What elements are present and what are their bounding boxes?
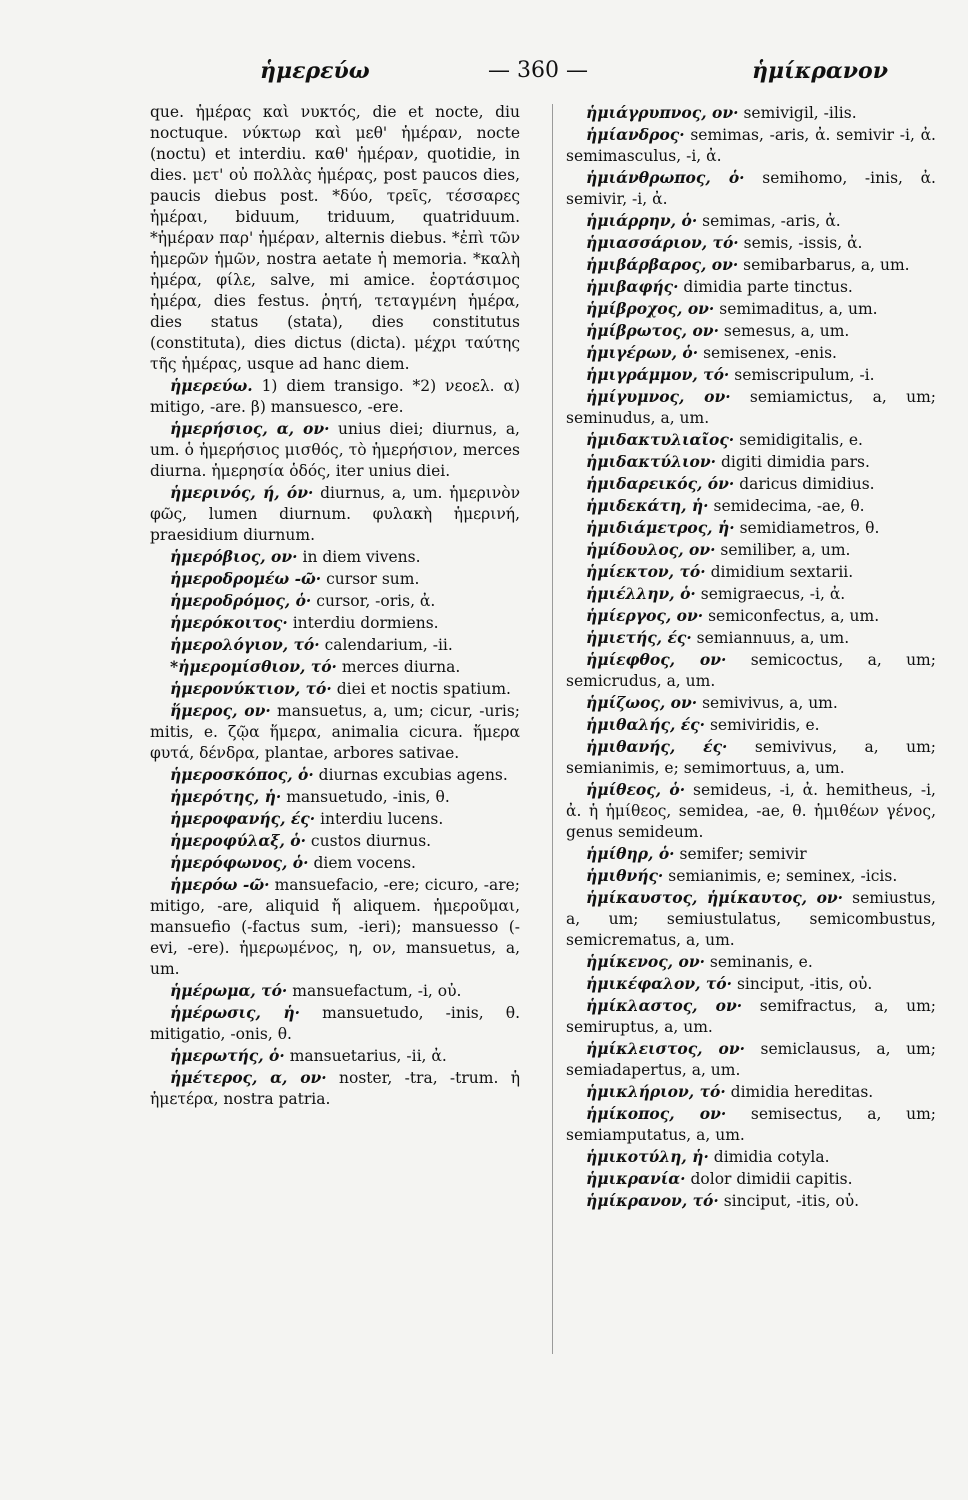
- dictionary-entry: [566, 254, 936, 276]
- dictionary-entry: [566, 627, 936, 649]
- entry-definition: diurnus, a, um. ἡμερινὸν φῶς, lumen diurnum. φυλακὴ ἡμερινή, praesidium diurnum.: [150, 484, 520, 544]
- entry-headword: ἡμίανδρος·: [586, 125, 685, 144]
- entry-headword: ἡμιγράμμον, τό·: [586, 365, 730, 384]
- entry-headword: ἡμίεφθος, ον·: [586, 650, 727, 669]
- entry-headword: ἡμιετής, ές·: [586, 628, 692, 647]
- entry-definition: semimas, -aris, ἀ.: [702, 212, 841, 230]
- dictionary-entry: [566, 692, 936, 714]
- entry-definition: seminanis, e.: [709, 953, 813, 971]
- entry-definition: semianimis, e; seminex, -icis.: [668, 867, 898, 885]
- dictionary-entry: [566, 865, 936, 887]
- dictionary-entry: [566, 364, 936, 386]
- entry-headword: ἡμικλήριον, τό·: [586, 1082, 726, 1101]
- dictionary-entry: [566, 1103, 936, 1146]
- entry-headword: ἡμικοτύλη, ἡ·: [586, 1147, 709, 1166]
- dictionary-entry: [150, 830, 520, 852]
- entry-headword: ἡμιδεκάτη, ἡ·: [586, 496, 709, 515]
- entry-definition: interdiu dormiens.: [292, 614, 439, 632]
- entry-definition: merces diurna.: [341, 658, 461, 676]
- entry-definition: semiliber, a, um.: [720, 541, 851, 559]
- entry-definition: semiclausus, a, um; semiadapertus, a, um.: [566, 1040, 936, 1079]
- entry-definition: cursor sum.: [326, 570, 420, 588]
- entry-definition: semidigitalis, e.: [739, 431, 863, 449]
- dictionary-entry: [566, 495, 936, 517]
- dictionary-entry: [566, 649, 936, 692]
- entry-definition: semifractus, a, um; semiruptus, a, um.: [566, 997, 937, 1036]
- dictionary-entry: [566, 102, 936, 124]
- entry-headword: ἥμερος, ον·: [170, 701, 271, 720]
- right-column: [566, 102, 936, 1212]
- entry-definition: noster, -tra, -trum. ἡ ἡμετέρα, nostra patria.: [150, 1069, 520, 1108]
- entry-definition: semiscripulum, -i.: [734, 366, 875, 384]
- entry-headword: *ἡμερομίσθιον, τό·: [170, 657, 337, 676]
- entry-definition: semis, -issis, ἀ.: [743, 234, 863, 252]
- entry-headword: ἡμίδουλος, ον·: [586, 540, 716, 559]
- entry-headword: ἡμερόφωνος, ὁ·: [170, 853, 309, 872]
- running-head-right: ἡμίκρανον: [752, 58, 888, 84]
- dictionary-entry: [150, 808, 520, 830]
- entry-headword: ἡμιέλλην, ὁ·: [586, 584, 696, 603]
- entry-definition: mansuefactum, -i, οὐ.: [292, 982, 462, 1000]
- dictionary-entry: [150, 786, 520, 808]
- entry-definition: unius diei; diurnus, a, um. ὁ ἡμερήσιος μισθός, τὸ ἡμερήσιον, merces diurna. ἡμερησία ὁδός, iter unius diei.: [150, 420, 520, 480]
- entry-headword: ἡμίβροχος, ον·: [586, 299, 715, 318]
- entry-headword: ἡμερήσιος, α, ον·: [170, 419, 330, 438]
- dictionary-entry: [566, 779, 936, 843]
- entry-definition: semiustus, a, um; semiustulatus, semicombustus, semicrematus, a, um.: [566, 889, 936, 949]
- entry-headword: ἡμέτερος, α, ον·: [170, 1068, 327, 1087]
- entry-definition: semisenex, -enis.: [703, 344, 837, 362]
- dictionary-entry: [566, 342, 936, 364]
- running-head-left: ἡμερεύω: [260, 58, 370, 84]
- dictionary-entry: [566, 714, 936, 736]
- dictionary-entry: [150, 852, 520, 874]
- entry-definition: interdiu lucens.: [320, 810, 444, 828]
- entry-definition: semiconfectus, a, um.: [708, 607, 880, 625]
- dictionary-entry: [150, 678, 520, 700]
- dictionary-entry: [150, 590, 520, 612]
- entry-headword: ἡμιθαλής, ές·: [586, 715, 706, 734]
- entry-definition: semifer; semivir: [679, 845, 807, 863]
- entry-headword: ἡμιάρρην, ὁ·: [586, 211, 698, 230]
- dictionary-entry: [566, 561, 936, 583]
- entry-headword: ἡμερωτής, ὁ·: [170, 1046, 285, 1065]
- dictionary-entry: [566, 386, 936, 429]
- entry-headword: ἡμιβαφής·: [586, 277, 679, 296]
- dictionary-entry: [150, 375, 520, 418]
- dictionary-entry: [150, 634, 520, 656]
- entry-headword: ἡμιδακτυλιαῖος·: [586, 430, 735, 449]
- entry-definition: mansuetudo, -inis, θ.: [286, 788, 450, 806]
- entry-headword: ἡμιασσάριον, τό·: [586, 233, 739, 252]
- entry-definition: semiannuus, a, um.: [696, 629, 850, 647]
- entry-definition: semicoctus, a, um; semicrudus, a, um.: [566, 651, 936, 690]
- entry-definition: semivivus, a, um.: [702, 694, 838, 712]
- dictionary-entry: [566, 320, 936, 342]
- entry-headword: ἡμίεκτον, τό·: [586, 562, 706, 581]
- entry-headword: ἡμεροφύλαξ, ὁ·: [170, 831, 306, 850]
- entry-headword: ἡμίζωος, ον·: [586, 693, 698, 712]
- entry-headword: ἡμικρανία·: [586, 1169, 686, 1188]
- entry-definition: semisectus, a, um; semiamputatus, a, um.: [566, 1105, 936, 1144]
- entry-definition: semivigil, -ilis.: [743, 104, 857, 122]
- entry-headword: ἡμερινός, ή, όν·: [170, 483, 314, 502]
- entry-headword: ἡμίθεος, ὁ·: [586, 780, 686, 799]
- entry-definition: sinciput, -itis, οὐ.: [723, 1192, 860, 1210]
- dictionary-entry: [150, 980, 520, 1002]
- dictionary-entry: [566, 843, 936, 865]
- entry-headword: ἡμερόβιος, ον·: [170, 547, 298, 566]
- dictionary-entry: [150, 612, 520, 634]
- dictionary-entry: [566, 1146, 936, 1168]
- entry-headword: ἡμίεργος, ον·: [586, 606, 704, 625]
- entry-definition: semimas, -aris, ἀ. semivir -i, ἀ. semimasculus, -i, ἀ.: [566, 126, 936, 165]
- dictionary-entry: [150, 700, 520, 764]
- dictionary-entry: [150, 482, 520, 546]
- dictionary-entry: [566, 124, 936, 167]
- entry-definition: que. ἡμέρας καὶ νυκτός, die et nocte, diu noctuque. νύκτωρ καὶ μεθ' ἡμέραν, nocte (noctu) et interdiu. καθ' ἡμέραν, quotidie, in dies. μετ' οὐ πολλὰς ἡμέρας, post paucos dies, paucis diebus post. *δύο, τρεῖς, τέσσαρες ἡμέραι, biduum, triduum, quatriduum. *ἡμέραν παρ' ἡμέραν, alternis diebus. *ἐπὶ τῶν ἡμερῶν ἡμῶν, nostra aetate ἡ memoria. *καλὴ ἡμέρα, φίλε, salve, mi amice. ἑορτάσιμος ἡμέρα, dies festus. ῥητή, τεταγμένη ἡμέρα, dies status (stata), dies constitutus (constituta), dies dictus (dicta). μέχρι ταύτης τῆς ἡμέρας, usque ad hanc diem.: [150, 103, 520, 373]
- entry-definition: semidiametros, θ.: [739, 519, 880, 537]
- dictionary-entry: [150, 1045, 520, 1067]
- entry-definition: cursor, -oris, ἀ.: [316, 592, 436, 610]
- column-divider: [552, 104, 553, 1354]
- entry-headword: ἡμίθηρ, ὁ·: [586, 844, 675, 863]
- entry-definition: mansuetudo, -inis, θ. mitigatio, -onis, θ.: [150, 1004, 520, 1043]
- entry-definition: semiviridis, e.: [709, 716, 820, 734]
- dictionary-entry: [566, 539, 936, 561]
- entry-headword: ἡμιθανής, ές·: [586, 737, 728, 756]
- entry-definition: digiti dimidia pars.: [720, 453, 870, 471]
- entry-headword: ἡμερότης, ἡ·: [170, 787, 282, 806]
- entry-headword: ἡμέρωμα, τό·: [170, 981, 288, 1000]
- entry-definition: custos diurnus.: [310, 832, 432, 850]
- entry-headword: ἡμίκοπος, ον·: [586, 1104, 727, 1123]
- entry-definition: 1) diem transigo. *2) νεοελ. α) mitigo, -are. β) mansuesco, -ere.: [150, 377, 520, 416]
- dictionary-entry: [566, 1038, 936, 1081]
- entry-headword: ἡμιβάρβαρος, ον·: [586, 255, 739, 274]
- entry-definition: semivivus, a, um; semianimis, e; semimortuus, a, um.: [566, 738, 936, 777]
- left-column: [150, 102, 520, 1110]
- entry-headword: ἡμίγυμνος, ον·: [586, 387, 731, 406]
- entry-headword: ἡμιθνής·: [586, 866, 664, 885]
- entry-headword: ἡμιδιάμετρος, ἡ·: [586, 518, 735, 537]
- entry-headword: ἡμερόκοιτος·: [170, 613, 288, 632]
- dictionary-entry: [566, 517, 936, 539]
- entry-headword: ἡμεροφανής, ές·: [170, 809, 316, 828]
- entry-definition: diem vocens.: [313, 854, 416, 872]
- entry-headword: ἡμεροσκόπος, ὁ·: [170, 765, 314, 784]
- dictionary-entry: [566, 973, 936, 995]
- dictionary-entry: [566, 887, 936, 951]
- dictionary-entry: [150, 656, 520, 678]
- dictionary-entry: [566, 1190, 936, 1212]
- entry-definition: semiamictus, a, um; seminudus, a, um.: [566, 388, 936, 427]
- dictionary-entry: [566, 1081, 936, 1103]
- dictionary-entry: [566, 605, 936, 627]
- entry-headword: ἡμιγέρων, ὁ·: [586, 343, 699, 362]
- entry-definition: dimidia parte tinctus.: [683, 278, 853, 296]
- entry-headword: ἡμιάγρυπνος, ον·: [586, 103, 739, 122]
- dictionary-entry: [150, 1002, 520, 1045]
- entry-headword: ἡμικέφαλον, τό·: [586, 974, 733, 993]
- entry-definition: diei et noctis spatium.: [336, 680, 511, 698]
- entry-definition: dolor dimidii capitis.: [690, 1170, 853, 1188]
- entry-definition: semimaditus, a, um.: [719, 300, 878, 318]
- entry-headword: ἡμερολόγιον, τό·: [170, 635, 320, 654]
- entry-definition: mansuetus, a, um; cicur, -uris; mitis, e. ζῷα ἥμερα, animalia cicura. ἥμερα φυτά, δένδρα, plantae, arbores sativae.: [150, 702, 520, 762]
- dictionary-entry: [150, 546, 520, 568]
- dictionary-entry: [566, 232, 936, 254]
- entry-headword: ἡμίκλειστος, ον·: [586, 1039, 745, 1058]
- entry-headword: ἡμερεύω.: [170, 376, 253, 395]
- entry-definition: diurnas excubias agens.: [318, 766, 508, 784]
- entry-headword: ἡμίβρωτος, ον·: [586, 321, 719, 340]
- entry-definition: semideus, -i, ἀ. hemitheus, -i, ἀ. ἡ ἡμίθεος, semidea, -ae, θ. ἡμιθέων γένος, genus semideum.: [566, 781, 936, 841]
- entry-headword: ἡμίκρανον, τό·: [586, 1191, 719, 1210]
- dictionary-entry: [566, 736, 936, 779]
- page-number: — 360 —: [488, 58, 588, 83]
- dictionary-entry: [566, 473, 936, 495]
- entry-headword: ἡμεροδρομέω -ῶ·: [170, 569, 322, 588]
- dictionary-entry: [566, 995, 936, 1038]
- entry-definition: semibarbarus, a, um.: [743, 256, 910, 274]
- dictionary-entry: [566, 276, 936, 298]
- entry-definition: calendarium, -ii.: [324, 636, 453, 654]
- entry-definition: semidecima, -ae, θ.: [713, 497, 865, 515]
- dictionary-entry: [150, 874, 520, 980]
- dictionary-entry: [566, 210, 936, 232]
- dictionary-entry: [566, 429, 936, 451]
- entry-definition: mansuefacio, -ere; cicuro, -are; mitigo, -are, aliquid ἤ aliquem. ἡμεροῦμαι, mansuefio (-factus sum, -ieri); mansuesso (-evi, -ere). ἡμερωμένος, η, ον, mansuetus, a, um.: [150, 876, 520, 978]
- entry-definition: semihomo, -inis, ἀ. semivir, -i, ἀ.: [566, 169, 936, 208]
- entry-headword: ἡμεροδρόμος, ὁ·: [170, 591, 312, 610]
- entry-definition: sinciput, -itis, οὐ.: [736, 975, 873, 993]
- dictionary-entry: [150, 764, 520, 786]
- entry-headword: ἡμίκλαστος, ον·: [586, 996, 743, 1015]
- entry-definition: dimidia hereditas.: [730, 1083, 874, 1101]
- entry-headword: ἡμέρωσις, ἡ·: [170, 1003, 301, 1022]
- dictionary-entry: [150, 1067, 520, 1110]
- dictionary-entry: [566, 1168, 936, 1190]
- dictionary-entry: [566, 167, 936, 210]
- entry-headword: ἡμίκενος, ον·: [586, 952, 705, 971]
- running-head: [150, 58, 928, 92]
- entry-definition: dimidium sextarii.: [710, 563, 854, 581]
- entry-definition: semesus, a, um.: [723, 322, 850, 340]
- entry-definition: semigraecus, -i, ἀ.: [700, 585, 846, 603]
- entry-headword: ἡμιδαρεικός, όν·: [586, 474, 735, 493]
- dictionary-entry: [566, 583, 936, 605]
- entry-headword: ἡμερονύκτιον, τό·: [170, 679, 332, 698]
- dictionary-entry: [150, 102, 520, 375]
- entry-headword: ἡμιάνθρωπος, ὁ·: [586, 168, 745, 187]
- dictionary-entry: [150, 568, 520, 590]
- dictionary-entry: [566, 298, 936, 320]
- entry-headword: ἡμιδακτύλιον·: [586, 452, 717, 471]
- entry-headword: ἡμερόω -ῶ·: [170, 875, 270, 894]
- dictionary-entry: [566, 451, 936, 473]
- dictionary-entry: [566, 951, 936, 973]
- entry-definition: mansuetarius, -ii, ἀ.: [289, 1047, 447, 1065]
- entry-definition: dimidia cotyla.: [713, 1148, 830, 1166]
- dictionary-entry: [150, 418, 520, 482]
- entry-headword: ἡμίκαυστος, ἡμίκαυτος, ον·: [586, 888, 844, 907]
- entry-definition: in diem vivens.: [302, 548, 421, 566]
- entry-definition: daricus dimidius.: [739, 475, 875, 493]
